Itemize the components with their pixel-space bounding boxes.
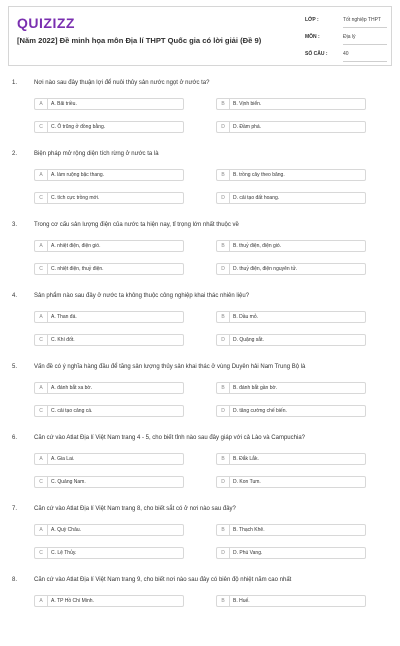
answer-option-d[interactable]: [216, 334, 366, 346]
answer-option-a[interactable]: [34, 98, 184, 110]
option-text: A. đánh bắt xa bờ.: [51, 385, 93, 391]
option-letter: B: [217, 241, 230, 251]
worksheet-header: [8, 6, 392, 66]
option-text: B. Đắk Lắk.: [233, 456, 259, 462]
option-text: A. TP Hồ Chí Minh.: [51, 598, 94, 604]
option-letter: B: [217, 99, 230, 109]
quizizz-logo: QUIZIZZ: [17, 15, 75, 31]
question-2: [0, 149, 400, 220]
option-text: C. Quảng Nam.: [51, 479, 86, 485]
question-number: 8.: [12, 577, 18, 583]
answer-option-d[interactable]: [216, 121, 366, 133]
option-text: C. Khí đốt.: [51, 337, 75, 343]
question-text: Căn cứ vào Atlat Địa lí Việt Nam trang 8, cho biết sắt có ở nơi nào sau đây?: [34, 506, 236, 512]
option-text: B. Dầu mỏ.: [233, 314, 259, 320]
answer-option-a[interactable]: [34, 311, 184, 323]
question-3: [0, 220, 400, 291]
option-letter: A: [35, 525, 48, 535]
option-letter: B: [217, 596, 230, 606]
option-letter: A: [35, 241, 48, 251]
question-number: 1.: [12, 80, 18, 86]
option-letter: A: [35, 454, 48, 464]
option-letter: D: [217, 548, 230, 558]
option-text: A. làm ruộng bậc thang.: [51, 172, 105, 178]
option-letter: B: [217, 312, 230, 322]
answer-option-a[interactable]: [34, 240, 184, 252]
question-text: Nơi nào sau đây thuận lợi để nuôi thủy sản nước ngọt ở nước ta?: [34, 80, 210, 86]
option-letter: A: [35, 596, 48, 606]
worksheet-meta: [305, 15, 387, 66]
answer-option-b[interactable]: [216, 524, 366, 536]
answer-option-c[interactable]: [34, 263, 184, 275]
option-text: D. Quặng sắt.: [233, 337, 264, 343]
answer-option-d[interactable]: [216, 405, 366, 417]
question-text: Vấn đề có ý nghĩa hàng đầu để tăng sản lượng thủy sản khai thác ở vùng Duyên hải Nam Trung Bộ là: [34, 364, 306, 370]
option-text: D. Kon Tum.: [233, 479, 261, 485]
meta-subject-row: [305, 32, 387, 46]
question-text: Căn cứ vào Atlat Địa lí Việt Nam trang 9, cho biết nơi nào sau đây có biên độ nhiệt năm cao nhất: [34, 577, 292, 583]
meta-count-label: SỐ CÂU :: [305, 51, 328, 57]
option-letter: B: [217, 454, 230, 464]
option-text: B. đánh bắt gần bờ.: [233, 385, 278, 391]
question-number: 3.: [12, 222, 18, 228]
option-letter: C: [35, 335, 48, 345]
meta-class-value: Tốt nghiệp THPT: [343, 15, 387, 28]
meta-class-row: [305, 15, 387, 29]
answer-option-d[interactable]: [216, 263, 366, 275]
answer-option-c[interactable]: [34, 121, 184, 133]
option-text: C. tích cực trồng mới.: [51, 195, 100, 201]
answer-option-a[interactable]: [34, 382, 184, 394]
option-text: C. cải tạo cảng cá.: [51, 408, 93, 414]
option-letter: D: [217, 477, 230, 487]
answer-option-a[interactable]: [34, 169, 184, 181]
option-letter: A: [35, 312, 48, 322]
meta-count-row: [305, 49, 387, 63]
option-letter: A: [35, 170, 48, 180]
option-letter: C: [35, 548, 48, 558]
option-text: B. trồng cây theo băng.: [233, 172, 285, 178]
option-text: D. Phú Vang.: [233, 550, 263, 556]
option-letter: A: [35, 383, 48, 393]
answer-option-a[interactable]: [34, 524, 184, 536]
option-text: A. Gia Lai.: [51, 456, 75, 462]
option-text: D. thuỷ điện, điện nguyên tử.: [233, 266, 298, 272]
option-letter: A: [35, 99, 48, 109]
worksheet-title: [Năm 2022] Đề minh họa môn Địa lí THPT Quốc gia có lời giải (Đề 9): [17, 36, 262, 45]
answer-option-c[interactable]: [34, 334, 184, 346]
answer-option-b[interactable]: [216, 453, 366, 465]
option-text: C. Lệ Thủy.: [51, 550, 77, 556]
question-list: [0, 78, 400, 646]
option-letter: D: [217, 193, 230, 203]
option-letter: B: [217, 170, 230, 180]
question-text: Biện pháp mở rộng diện tích rừng ở nước ta là: [34, 151, 159, 157]
answer-option-d[interactable]: [216, 476, 366, 488]
question-number: 6.: [12, 435, 18, 441]
option-text: B. thuỷ điện, điện gió.: [233, 243, 282, 249]
option-letter: C: [35, 477, 48, 487]
answer-option-b[interactable]: [216, 311, 366, 323]
question-8: [0, 575, 400, 646]
option-text: C. nhiệt điện, thuỷ điện.: [51, 266, 104, 272]
option-text: B. Vịnh biển.: [233, 101, 262, 107]
answer-option-c[interactable]: [34, 547, 184, 559]
answer-option-c[interactable]: [34, 405, 184, 417]
answer-option-d[interactable]: [216, 192, 366, 204]
option-text: A. Quỳ Châu.: [51, 527, 82, 533]
option-letter: C: [35, 264, 48, 274]
question-number: 4.: [12, 293, 18, 299]
answer-option-c[interactable]: [34, 476, 184, 488]
answer-option-a[interactable]: [34, 453, 184, 465]
answer-option-b[interactable]: [216, 98, 366, 110]
option-text: D. Đầm phá.: [233, 124, 262, 130]
option-text: D. cải tạo đất hoang.: [233, 195, 280, 201]
meta-subject-value: Địa lý: [343, 32, 387, 45]
answer-option-b[interactable]: [216, 240, 366, 252]
option-letter: D: [217, 264, 230, 274]
option-text: A. nhiệt điện, điện gió.: [51, 243, 101, 249]
option-text: C. Ô trũng ở đồng bằng.: [51, 124, 106, 130]
answer-option-b[interactable]: [216, 169, 366, 181]
question-6: [0, 433, 400, 504]
meta-class-label: LỚP :: [305, 17, 319, 23]
option-letter: D: [217, 406, 230, 416]
option-letter: D: [217, 122, 230, 132]
answer-option-c[interactable]: [34, 192, 184, 204]
option-letter: D: [217, 335, 230, 345]
option-letter: C: [35, 406, 48, 416]
answer-option-b[interactable]: [216, 595, 366, 607]
option-letter: B: [217, 525, 230, 535]
option-text: D. tăng cường chế biến.: [233, 408, 287, 414]
meta-subject-label: MÔN :: [305, 34, 320, 40]
question-number: 5.: [12, 364, 18, 370]
option-text: B. Huế.: [233, 598, 250, 604]
question-number: 2.: [12, 151, 18, 157]
meta-count-value: 40: [343, 49, 387, 62]
answer-option-d[interactable]: [216, 547, 366, 559]
option-letter: B: [217, 383, 230, 393]
answer-option-a[interactable]: [34, 595, 184, 607]
option-text: A. Than đá.: [51, 314, 77, 320]
option-text: A. Bãi triều.: [51, 101, 77, 107]
question-text: Sản phẩm nào sau đây ở nước ta không thuộc công nghiệp khai thác nhiên liệu?: [34, 293, 250, 299]
question-text: Trong cơ cấu sản lượng điện của nước ta hiện nay, tỉ trọng lớn nhất thuộc về: [34, 222, 239, 228]
question-5: [0, 362, 400, 433]
option-letter: C: [35, 193, 48, 203]
answer-option-b[interactable]: [216, 382, 366, 394]
question-7: [0, 504, 400, 575]
option-letter: C: [35, 122, 48, 132]
option-text: B. Thạch Khê.: [233, 527, 265, 533]
question-text: Căn cứ vào Atlat Địa lí Việt Nam trang 4 - 5, cho biết tỉnh nào sau đây giáp với cả Lào và Campuchia?: [34, 435, 305, 441]
question-1: [0, 78, 400, 149]
question-number: 7.: [12, 506, 18, 512]
question-4: [0, 291, 400, 362]
